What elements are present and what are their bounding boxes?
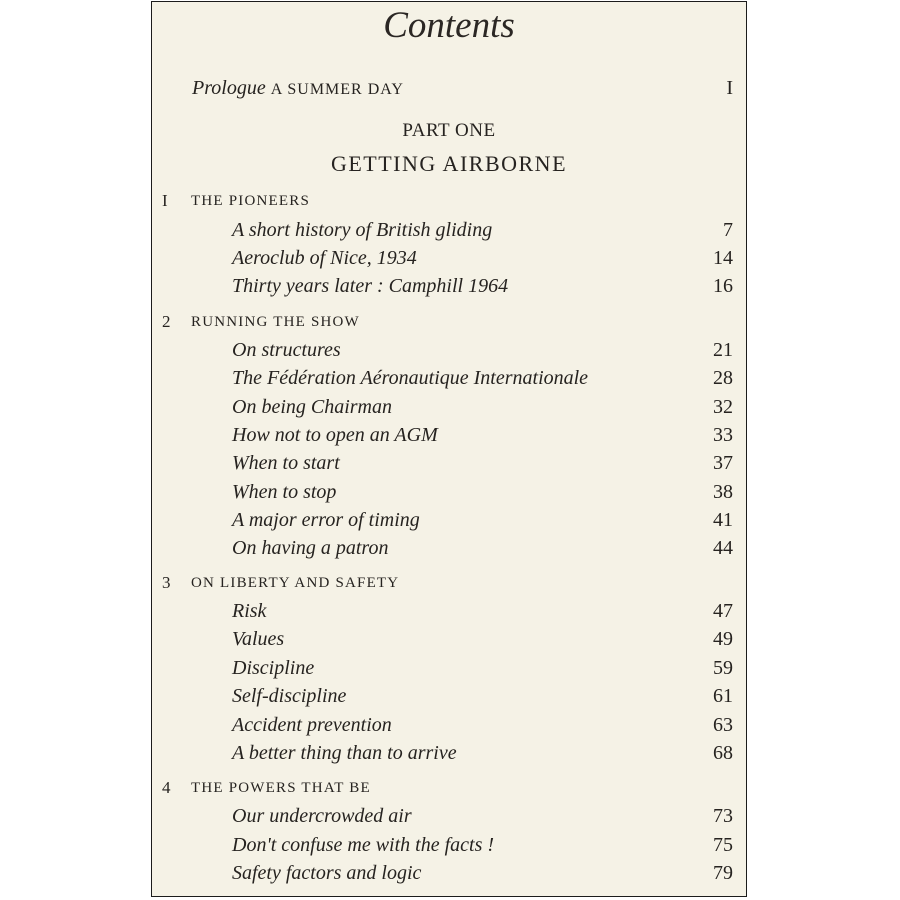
chapter-number: I <box>162 191 168 210</box>
entry-title: A better thing than to arrive <box>232 742 457 764</box>
entry-page: 63 <box>713 714 733 736</box>
entry-title: A short history of British gliding <box>232 219 493 241</box>
prologue-title: A SUMMER DAY <box>270 81 404 98</box>
entry-page: 49 <box>713 628 733 650</box>
entry-title: Our undercrowded air <box>232 805 412 827</box>
entry-page: 75 <box>713 834 733 856</box>
toc-entry <box>152 273 746 299</box>
entry-title: Aeroclub of Nice, 1934 <box>232 247 417 269</box>
toc-entry <box>152 683 746 709</box>
entry-page: 7 <box>723 219 733 241</box>
entry-title: The Fédération Aéronautique Internationale <box>232 367 589 389</box>
entry-title: Safety factors and logic <box>232 862 422 884</box>
toc-entry <box>152 217 746 243</box>
entry-page: 14 <box>713 247 733 269</box>
toc-entry <box>152 655 746 681</box>
entry-page: 32 <box>713 396 733 418</box>
entry-page: 47 <box>713 600 733 622</box>
entry-page: 16 <box>713 275 733 297</box>
entry-page: 79 <box>713 862 733 884</box>
entry-page: 21 <box>713 339 733 361</box>
toc-entry <box>152 626 746 652</box>
part-label: PART ONE <box>402 120 496 141</box>
prologue-page: I <box>726 77 733 99</box>
chapter-number: 2 <box>162 312 171 331</box>
part-title: GETTING AIRBORNE <box>330 151 568 176</box>
toc-entry <box>152 507 746 533</box>
entry-page: 37 <box>713 452 733 474</box>
chapter-heading <box>152 570 746 596</box>
entry-title: On having a patron <box>232 537 389 559</box>
chapter-heading <box>152 775 746 801</box>
contents-page <box>151 1 747 897</box>
entry-title: When to stop <box>232 481 337 503</box>
entry-title: Discipline <box>232 657 315 679</box>
entry-title: On being Chairman <box>232 396 392 418</box>
entry-title: How not to open an AGM <box>232 424 438 446</box>
toc-entry <box>152 365 746 391</box>
entry-page: 61 <box>713 685 733 707</box>
entry-title: On structures <box>232 339 341 361</box>
chapter-title: THE PIONEERS <box>191 193 310 209</box>
entry-page: 59 <box>713 657 733 679</box>
entry-title: Thirty years later : Camphill 1964 <box>232 275 509 297</box>
entry-title: Self-discipline <box>232 685 347 707</box>
toc-entry <box>152 422 746 448</box>
entry-page: 38 <box>713 481 733 503</box>
chapter-number: 4 <box>162 778 171 797</box>
toc-entry <box>152 832 746 858</box>
toc-entry <box>152 479 746 505</box>
entry-page: 68 <box>713 742 733 764</box>
prologue-row <box>152 75 746 101</box>
entry-title: Don't confuse me with the facts ! <box>232 834 495 856</box>
prologue-label: Prologue A SUMMER DAY <box>192 77 404 99</box>
chapter-title: THE POWERS THAT BE <box>191 780 371 796</box>
toc-entry <box>152 450 746 476</box>
toc-entry <box>152 535 746 561</box>
entry-page: 73 <box>713 805 733 827</box>
entry-page: 28 <box>713 367 733 389</box>
entry-title: When to start <box>232 452 340 474</box>
chapter-title: ON LIBERTY AND SAFETY <box>191 575 400 591</box>
toc-entry <box>152 712 746 738</box>
entry-title: Accident prevention <box>232 714 392 736</box>
entry-title: A major error of timing <box>232 509 420 531</box>
toc-entry <box>152 740 746 766</box>
toc-entry <box>152 803 746 829</box>
chapter-heading <box>152 188 746 214</box>
entry-page: 44 <box>713 537 733 559</box>
entry-title: Values <box>232 628 285 650</box>
toc-entry <box>152 598 746 624</box>
page-title: Contents <box>383 5 515 46</box>
chapter-number: 3 <box>162 573 171 592</box>
toc-entry <box>152 860 746 886</box>
entry-page: 33 <box>713 424 733 446</box>
entry-page: 41 <box>713 509 733 531</box>
chapter-title: RUNNING THE SHOW <box>191 314 360 330</box>
chapter-heading <box>152 309 746 335</box>
toc-entry <box>152 394 746 420</box>
toc-entry <box>152 337 746 363</box>
entry-title: Risk <box>232 600 267 622</box>
toc-entry <box>152 245 746 271</box>
